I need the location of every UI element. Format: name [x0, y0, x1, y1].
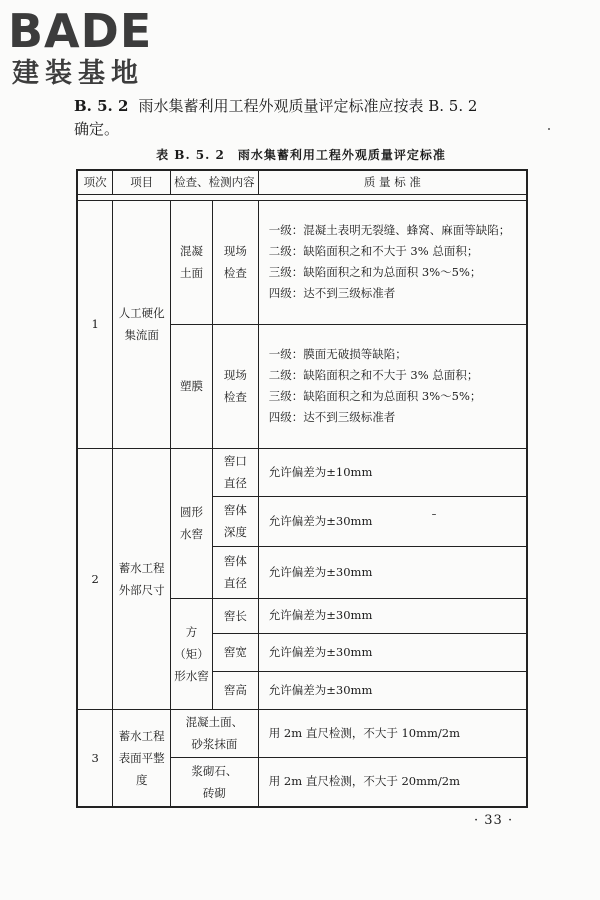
table-row	[77, 448, 527, 496]
row2-rect-tank: 方（矩） 形水窖	[171, 598, 213, 709]
row2-round-m2: 窖体 深度	[213, 496, 259, 546]
row3-std1: 用 2m 直尺检测，不大于 10mm/2m	[258, 709, 527, 757]
logo-word: BADE	[8, 4, 153, 58]
section-paragraph	[74, 95, 534, 141]
row2-rect-m3: 窖高	[213, 671, 259, 709]
quality-standard-table	[76, 169, 528, 808]
page-number: · 33 ·	[474, 813, 514, 828]
row2-round-std2: 允许偏差为±30mm	[258, 496, 527, 546]
scan-speck	[548, 128, 550, 130]
header-item: 项目	[113, 170, 171, 194]
logo	[8, 6, 178, 92]
row3-index: 3	[77, 709, 113, 807]
table-header-row	[77, 170, 527, 194]
row3-m1: 混凝土面、 砂浆抹面	[171, 709, 259, 757]
section-text-line2: 确定。	[74, 120, 120, 138]
row1-index: 1	[77, 200, 113, 448]
row2-index: 2	[77, 448, 113, 709]
table-caption: 表 B. 5. 2 雨水集蓄利用工程外观质量评定标准	[156, 148, 446, 162]
logo-subtitle: 建装基地	[12, 58, 144, 89]
table-row	[77, 200, 527, 324]
row2-rect-m1: 窖长	[213, 598, 259, 633]
row1-sub2-standard: 一级：膜面无破损等缺陷； 二级：缺陷面积之和不大于 3% 总面积； 三级：缺陷面积之和为总面积 3%～5%； 四级：达不到三级标准者	[258, 324, 527, 448]
row3-std2: 用 2m 直尺检测，不大于 20mm/2m	[258, 757, 527, 807]
row1-sub2-name: 塑膜	[171, 324, 213, 448]
header-index: 项次	[77, 170, 113, 194]
row1-sub1-name: 混凝 土面	[171, 200, 213, 324]
row2-rect-std1: 允许偏差为±30mm	[258, 598, 527, 633]
section-text-line1: 雨水集蓄利用工程外观质量评定标准应按表 B. 5. 2	[138, 97, 478, 115]
row2-round-std3: 允许偏差为±30mm	[258, 546, 527, 598]
row2-item: 蓄水工程 外部尺寸	[113, 448, 171, 709]
row2-round-m1: 窖口 直径	[213, 448, 259, 496]
row2-rect-m2: 窖宽	[213, 633, 259, 671]
table-row	[77, 709, 527, 757]
row2-round-m3: 窖体 直径	[213, 546, 259, 598]
row2-round-std1: 允许偏差为±10mm	[258, 448, 527, 496]
row3-m2: 浆砌石、 砖砌	[171, 757, 259, 807]
scan-speck	[432, 514, 436, 515]
row1-sub2-method: 现场 检查	[213, 324, 259, 448]
row1-sub1-standard: 一级：混凝土表明无裂缝、蜂窝、麻面等缺陷； 二级：缺陷面积之和不大于 3% 总面积； 三级：缺陷面积之和为总面积 3%～5%； 四级：达不到三级标准者	[258, 200, 527, 324]
row2-rect-std2: 允许偏差为±30mm	[258, 633, 527, 671]
header-standard: 质 量 标 准	[258, 170, 527, 194]
row2-round-tank: 圆形 水窖	[171, 448, 213, 598]
section-number: B. 5. 2	[74, 97, 129, 115]
header-inspection: 检查、检测内容	[171, 170, 259, 194]
row1-item: 人工硬化 集流面	[113, 200, 171, 448]
row2-rect-std3: 允许偏差为±30mm	[258, 671, 527, 709]
row3-item: 蓄水工程 表面平整度	[113, 709, 171, 807]
row1-sub1-method: 现场 检查	[213, 200, 259, 324]
